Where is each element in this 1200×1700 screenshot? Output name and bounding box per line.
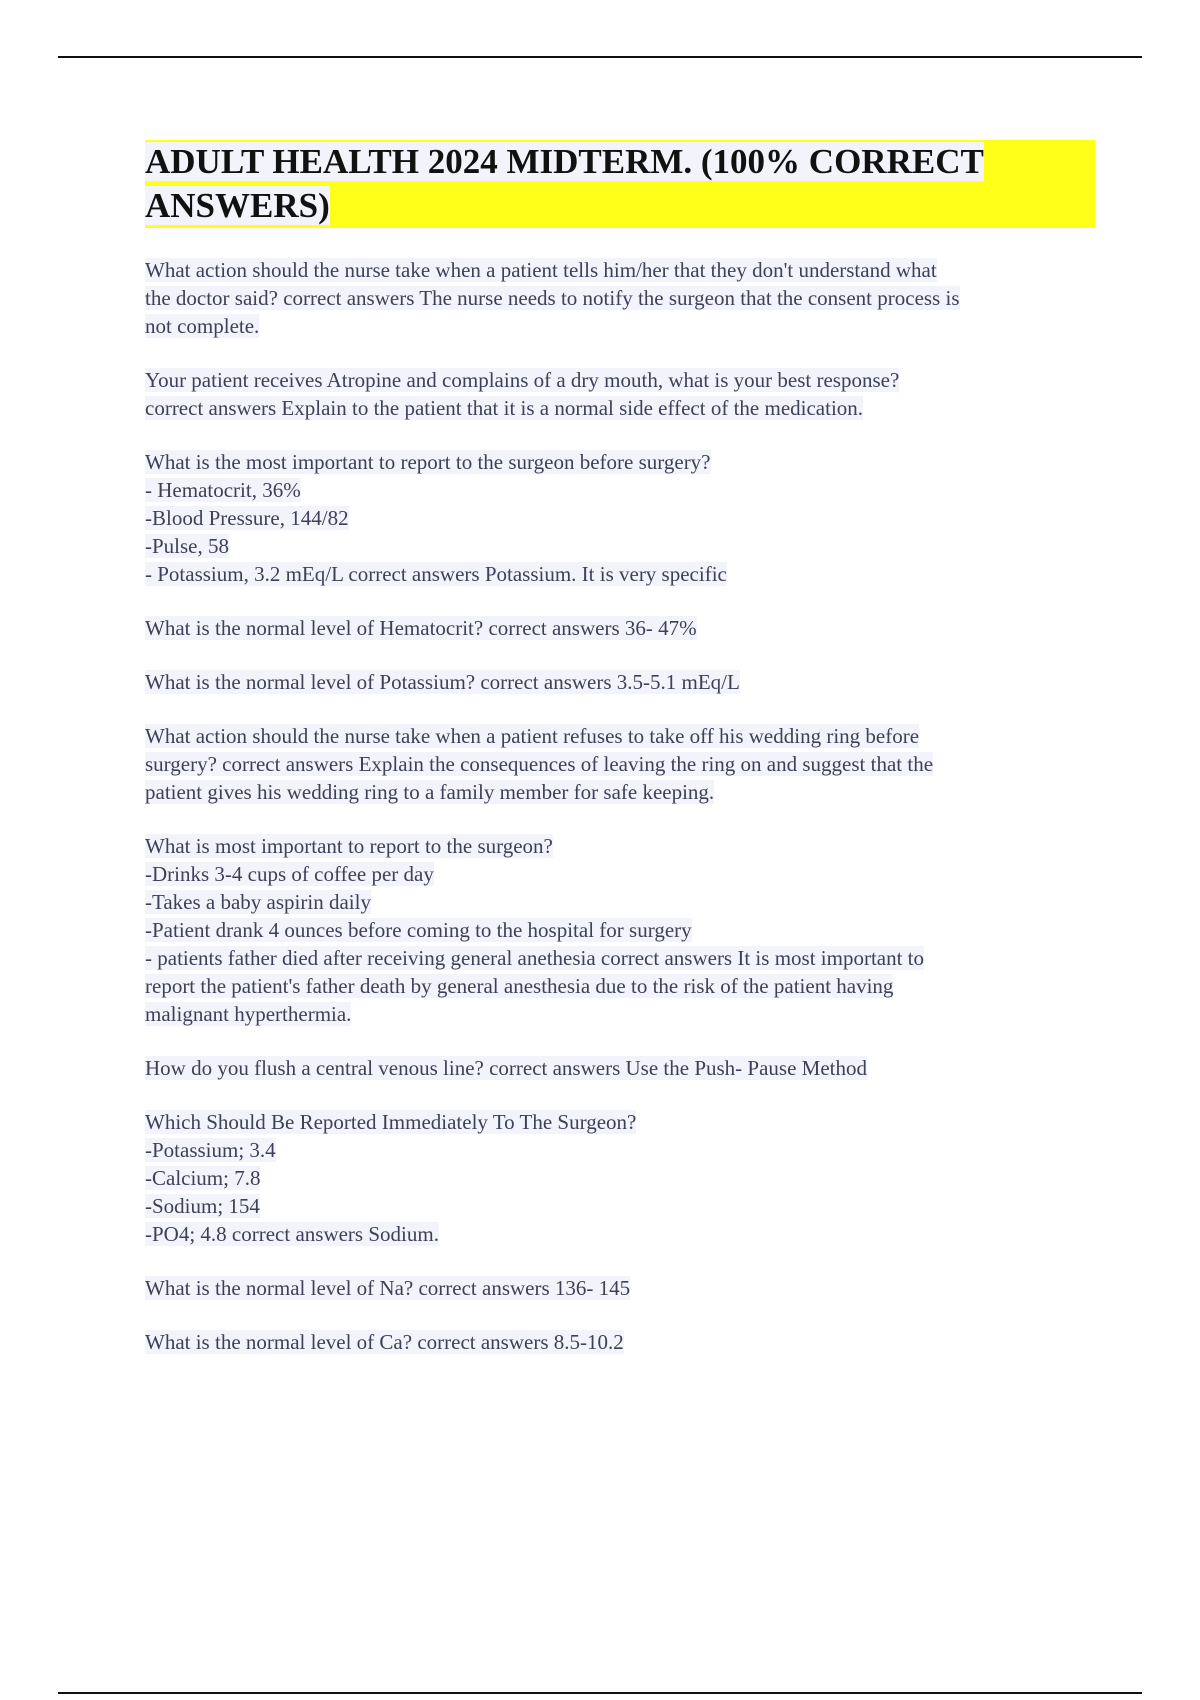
qa-line bbox=[145, 448, 1095, 476]
qa-line bbox=[145, 972, 1095, 1000]
qa-line-text: -Sodium; 154 bbox=[145, 1194, 260, 1218]
qa-line-text: the doctor said? correct answers The nurse needs to notify the surgeon that the consent process is bbox=[145, 286, 960, 310]
qa-line bbox=[145, 888, 1095, 916]
qa-item bbox=[145, 448, 1095, 588]
qa-item bbox=[145, 1108, 1095, 1248]
qa-line-text: -Takes a baby aspirin daily bbox=[145, 890, 371, 914]
qa-line bbox=[145, 832, 1095, 860]
qa-line-text: What is the normal level of Hematocrit? correct answers 36- 47% bbox=[145, 616, 697, 640]
qa-list bbox=[145, 256, 1095, 1356]
qa-line bbox=[145, 722, 1095, 750]
qa-line bbox=[145, 256, 1095, 284]
qa-line bbox=[145, 1192, 1095, 1220]
qa-line bbox=[145, 916, 1095, 944]
qa-line-text: -PO4; 4.8 correct answers Sodium. bbox=[145, 1222, 439, 1246]
qa-line bbox=[145, 504, 1095, 532]
title-line-2-text: ANSWERS) bbox=[145, 186, 330, 225]
qa-line bbox=[145, 1220, 1095, 1248]
qa-line bbox=[145, 1054, 1095, 1082]
qa-line bbox=[145, 778, 1095, 806]
title-line-1 bbox=[145, 140, 1095, 184]
qa-line-text: -Calcium; 7.8 bbox=[145, 1166, 261, 1190]
qa-line-text: - patients father died after receiving general anethesia correct answers It is most important to bbox=[145, 946, 925, 970]
qa-line-text: - Potassium, 3.2 mEq/L correct answers Potassium. It is very specific bbox=[145, 562, 727, 586]
qa-line bbox=[145, 860, 1095, 888]
qa-line bbox=[145, 668, 1095, 696]
qa-item bbox=[145, 366, 1095, 422]
qa-line bbox=[145, 366, 1095, 394]
qa-line-text: How do you flush a central venous line? correct answers Use the Push- Pause Method bbox=[145, 1056, 867, 1080]
qa-line bbox=[145, 560, 1095, 588]
qa-item bbox=[145, 614, 1095, 642]
qa-line-text: not complete. bbox=[145, 314, 260, 338]
qa-line-text: - Hematocrit, 36% bbox=[145, 478, 301, 502]
qa-line bbox=[145, 944, 1095, 972]
bottom-rule bbox=[58, 1692, 1142, 1694]
qa-line-text: -Drinks 3-4 cups of coffee per day bbox=[145, 862, 434, 886]
qa-line bbox=[145, 750, 1095, 778]
qa-line-text: What is the normal level of Potassium? correct answers 3.5-5.1 mEq/L bbox=[145, 670, 740, 694]
qa-line-text: -Patient drank 4 ounces before coming to the hospital for surgery bbox=[145, 918, 692, 942]
title-line-2 bbox=[145, 184, 1095, 228]
qa-line-text: What action should the nurse take when a patient refuses to take off his wedding ring before bbox=[145, 724, 920, 748]
qa-item bbox=[145, 1274, 1095, 1302]
qa-line-text: Your patient receives Atropine and complains of a dry mouth, what is your best response? bbox=[145, 368, 900, 392]
qa-line-text: -Potassium; 3.4 bbox=[145, 1138, 276, 1162]
qa-line-text: report the patient's father death by general anesthesia due to the risk of the patient having bbox=[145, 974, 894, 998]
title-line-1-text: ADULT HEALTH 2024 MIDTERM. (100% CORRECT bbox=[145, 142, 984, 181]
qa-line-text: correct answers Explain to the patient that it is a normal side effect of the medication. bbox=[145, 396, 864, 420]
qa-line-text: What is the normal level of Na? correct answers 136- 145 bbox=[145, 1276, 631, 1300]
qa-line-text: What is the most important to report to the surgeon before surgery? bbox=[145, 450, 711, 474]
qa-line bbox=[145, 1136, 1095, 1164]
qa-line bbox=[145, 532, 1095, 560]
qa-line-text: patient gives his wedding ring to a family member for safe keeping. bbox=[145, 780, 715, 804]
qa-item bbox=[145, 668, 1095, 696]
qa-line-text: surgery? correct answers Explain the consequences of leaving the ring on and suggest that the bbox=[145, 752, 934, 776]
qa-line bbox=[145, 476, 1095, 504]
qa-line bbox=[145, 284, 1095, 312]
qa-line bbox=[145, 1000, 1095, 1028]
document-title bbox=[145, 140, 1095, 228]
qa-line bbox=[145, 312, 1095, 340]
qa-line bbox=[145, 1328, 1095, 1356]
qa-item bbox=[145, 1328, 1095, 1356]
document-body bbox=[145, 140, 1095, 1382]
qa-line-text: -Pulse, 58 bbox=[145, 534, 229, 558]
qa-item bbox=[145, 832, 1095, 1028]
qa-line bbox=[145, 1164, 1095, 1192]
qa-line bbox=[145, 614, 1095, 642]
qa-item bbox=[145, 1054, 1095, 1082]
qa-line bbox=[145, 1108, 1095, 1136]
qa-line-text: malignant hyperthermia. bbox=[145, 1002, 352, 1026]
qa-line bbox=[145, 1274, 1095, 1302]
qa-line-text: What is the normal level of Ca? correct answers 8.5-10.2 bbox=[145, 1330, 624, 1354]
top-rule bbox=[58, 56, 1142, 58]
qa-line-text: What action should the nurse take when a patient tells him/her that they don't understand what bbox=[145, 258, 937, 282]
qa-line-text: -Blood Pressure, 144/82 bbox=[145, 506, 349, 530]
qa-item bbox=[145, 256, 1095, 340]
qa-line-text: Which Should Be Reported Immediately To The Surgeon? bbox=[145, 1110, 637, 1134]
qa-item bbox=[145, 722, 1095, 806]
qa-line-text: What is most important to report to the surgeon? bbox=[145, 834, 553, 858]
qa-line bbox=[145, 394, 1095, 422]
